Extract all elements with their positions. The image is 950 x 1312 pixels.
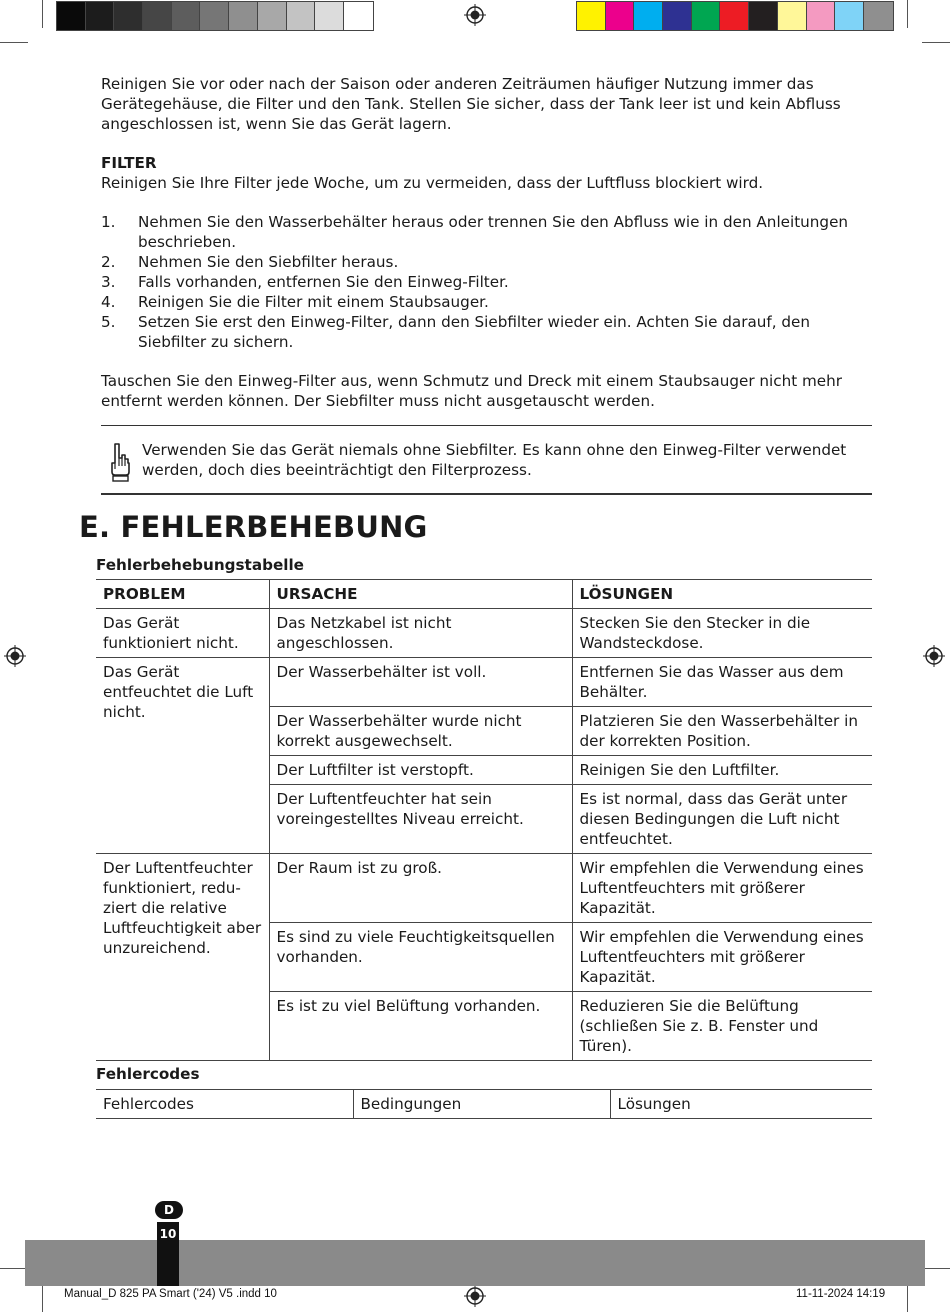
problem-cell: Das Gerät funktioniert nicht. (96, 609, 269, 658)
solution-cell: Wir empfehlen die Verwendung eines Luftentfeuchters mit größerer Kapazität. (572, 854, 872, 923)
troubleshooting-table-title: Fehlerbehebungstabelle (96, 556, 304, 574)
list-item: Setzen Sie erst den Einweg-Filter, dann den Siebfilter wieder ein. Achten Sie darauf, den Siebfilter zu sichern. (138, 313, 811, 351)
color-swatch (57, 2, 86, 30)
date-slug: 11-11-2024 14:19 (796, 1288, 886, 1300)
color-swatch (577, 2, 606, 30)
color-swatch (344, 2, 373, 30)
color-swatch (634, 2, 663, 30)
warning-note-text: Verwenden Sie das Gerät niemals ohne Siebfilter. Es kann ohne den Einweg-Filter verwendet werden, doch dies beeinträchtigt den Filterprozess. (142, 441, 847, 479)
crop-mark (0, 42, 28, 43)
registration-mark-top-icon (464, 4, 486, 26)
crop-mark (42, 0, 43, 28)
problem-cell: Der Luftentfeuchter funktioniert, redu-ziert die relative Luftfeuchtigkeit aber unzureichend. (96, 854, 269, 1061)
filter-replace-note: Tauschen Sie den Einweg-Filter aus, wenn Schmutz und Dreck mit einem Staubsauger nicht mehr entfernt werden können. Der Siebfilter muss nicht ausgetauscht werden. (101, 372, 843, 410)
error-codes-title: Fehlercodes (96, 1065, 200, 1083)
registration-mark-right-icon (923, 645, 945, 667)
color-swatch (606, 2, 635, 30)
filter-heading: FILTER (101, 154, 157, 172)
crop-mark (907, 0, 908, 28)
color-swatch (835, 2, 864, 30)
page-number: 10 (159, 1227, 177, 1241)
color-swatch (315, 2, 344, 30)
crop-mark (922, 42, 950, 43)
column-header-solutions: Lösungen (610, 1090, 872, 1119)
solution-cell: Stecken Sie den Stecker in die Wandsteckdose. (572, 609, 872, 658)
column-header-cause: URSACHE (269, 580, 572, 609)
cause-cell: Es sind zu viele Feuchtigkeitsquellen vorhanden. (269, 923, 572, 992)
list-item: Nehmen Sie den Wasserbehälter heraus oder trennen Sie den Abfluss wie in den Anleitungen beschrieben. (138, 213, 849, 251)
problem-cell: Das Gerät entfeuchtet die Luft nicht. (96, 658, 269, 854)
list-item: Falls vorhanden, entfernen Sie den Einweg-Filter. (138, 273, 509, 291)
table-row (96, 609, 872, 658)
color-swatch (663, 2, 692, 30)
crop-mark (0, 1268, 28, 1269)
crop-mark (922, 1268, 950, 1269)
solution-cell: Entfernen Sie das Wasser aus dem Behälter. (572, 658, 872, 707)
cause-cell: Der Raum ist zu groß. (269, 854, 572, 923)
cause-cell: Der Luftentfeuchter hat sein voreingestelltes Niveau erreicht. (269, 785, 572, 854)
color-swatch (692, 2, 721, 30)
color-swatch (749, 2, 778, 30)
registration-mark-bottom-icon (464, 1285, 486, 1307)
list-item: Nehmen Sie den Siebfilter heraus. (138, 253, 399, 271)
table-row (96, 658, 872, 707)
grayscale-color-bar (56, 1, 374, 31)
color-swatch (229, 2, 258, 30)
error-codes-table (96, 1089, 872, 1119)
color-swatch (143, 2, 172, 30)
note-top-rule (101, 425, 872, 426)
column-header-conditions: Bedingungen (353, 1090, 610, 1119)
section-title: E. FEHLERBEHEBUNG (79, 510, 428, 544)
solution-cell: Platzieren Sie den Wasserbehälter in der korrekten Position. (572, 707, 872, 756)
column-header-problem: PROBLEM (96, 580, 269, 609)
list-item-number: 1. (101, 213, 116, 231)
cause-cell: Der Wasserbehälter wurde nicht korrekt ausgewechselt. (269, 707, 572, 756)
crop-mark (907, 1286, 908, 1312)
filter-text: Reinigen Sie Ihre Filter jede Woche, um zu vermeiden, dass der Luftfluss blockiert wird. (101, 174, 764, 192)
list-item-number: 3. (101, 273, 116, 291)
color-swatch (720, 2, 749, 30)
table-header-row (96, 580, 872, 609)
column-header-error-codes: Fehlercodes (96, 1090, 353, 1119)
cause-cell: Der Luftfilter ist verstopft. (269, 756, 572, 785)
cause-cell: Es ist zu viel Belüftung vorhanden. (269, 992, 572, 1061)
color-swatch (864, 2, 893, 30)
list-item-number: 5. (101, 313, 116, 331)
process-color-bar (576, 1, 894, 31)
list-item-number: 4. (101, 293, 116, 311)
column-header-solution: LÖSUNGEN (572, 580, 872, 609)
solution-cell: Reduzieren Sie die Belüftung (schließen Sie z. B. Fenster und Türen). (572, 992, 872, 1061)
language-badge: D (155, 1201, 183, 1219)
note-bottom-rule (101, 493, 872, 495)
solution-cell: Reinigen Sie den Luftfilter. (572, 756, 872, 785)
color-swatch (172, 2, 201, 30)
troubleshooting-table (96, 579, 872, 1061)
solution-cell: Wir empfehlen die Verwendung eines Luftentfeuchters mit größerer Kapazität. (572, 923, 872, 992)
crop-mark (42, 1286, 43, 1312)
table-header-row (96, 1090, 872, 1119)
list-item: Reinigen Sie die Filter mit einem Staubsauger. (138, 293, 489, 311)
color-swatch (114, 2, 143, 30)
cause-cell: Der Wasserbehälter ist voll. (269, 658, 572, 707)
solution-cell: Es ist normal, dass das Gerät unter diesen Bedingungen die Luft nicht entfeuchtet. (572, 785, 872, 854)
color-swatch (86, 2, 115, 30)
table-row (96, 854, 872, 923)
cause-cell: Das Netzkabel ist nicht angeschlossen. (269, 609, 572, 658)
color-swatch (258, 2, 287, 30)
pointing-hand-warning-icon (106, 442, 132, 482)
color-swatch (778, 2, 807, 30)
color-swatch (287, 2, 316, 30)
color-swatch (807, 2, 836, 30)
list-item-number: 2. (101, 253, 116, 271)
color-swatch (200, 2, 229, 30)
file-slug: Manual_D 825 PA Smart ('24) V5 .indd 10 (64, 1288, 277, 1300)
intro-paragraph: Reinigen Sie vor oder nach der Saison oder anderen Zeiträumen häufiger Nutzung immer das Gerätegehäuse, die Filter und den Tank. Stellen Sie sicher, dass der Tank leer ist und kein Abfluss angeschlossen ist, wenn Sie das Gerät lagern. (101, 75, 841, 133)
registration-mark-left-icon (4, 645, 26, 667)
